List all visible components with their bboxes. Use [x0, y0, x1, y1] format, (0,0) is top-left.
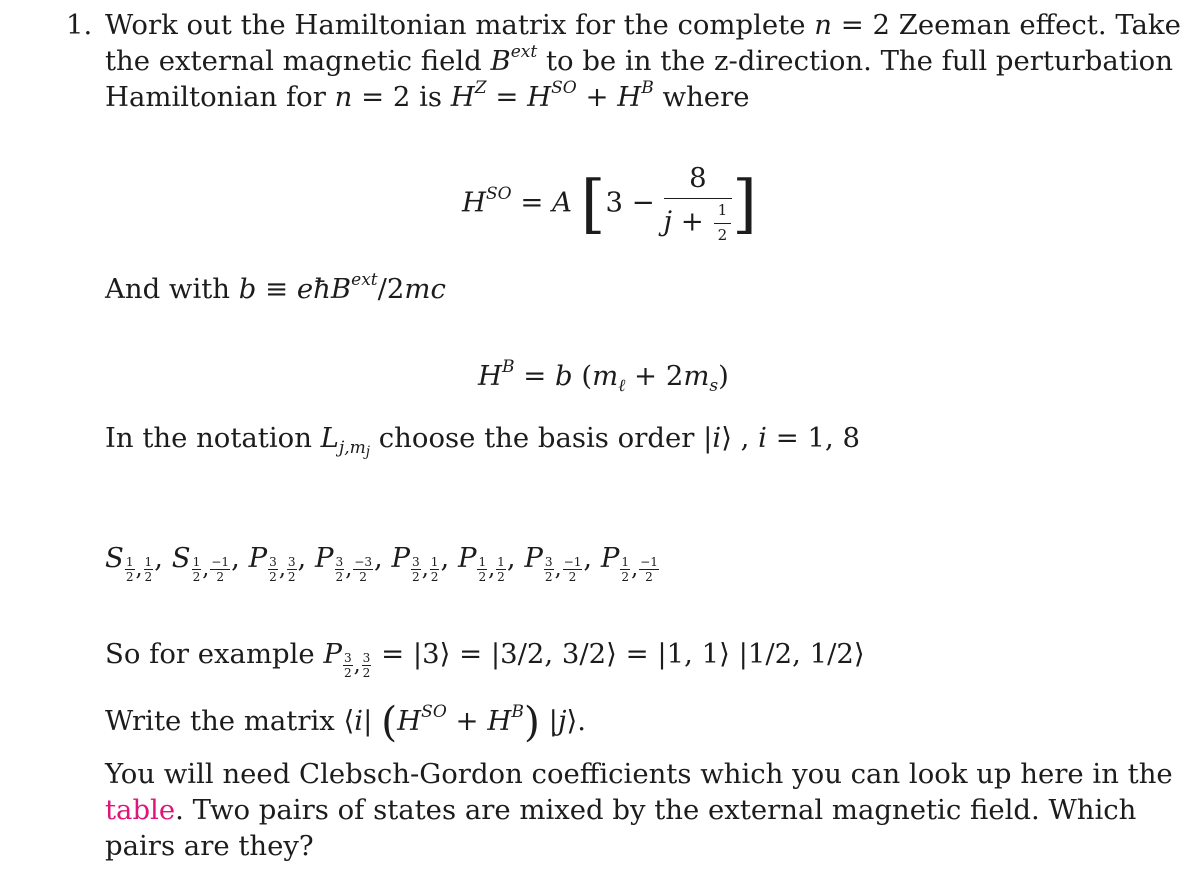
- closing-line-2: [105, 794, 1137, 826]
- problem-number: 1.: [66, 9, 93, 41]
- b-definition: And with b ≡ eħB$^{ext}$/2mc: [105, 270, 446, 305]
- table-link[interactable]: table: [105, 794, 176, 826]
- write-matrix-sentence: Write the matrix ⟨i| $(H^{SO} + H^B)$ |j⟩.: [105, 698, 586, 746]
- closing-line-2-rest: . Two pairs of states are mixed by the external magnetic field. Which: [175, 794, 1137, 826]
- notation-sentence: In the notation $L_{j,m_j}$ choose the basis order |i⟩ , i = 1, 8: [105, 422, 860, 461]
- basis-states: S $\frac{1}{2}$ , $\frac{1}{2}$ , S $\frac{1}{2}$ , $\frac{-1}{2}$ , P $\frac{3}{2}$ , $\frac{3}{2}$ , P $\frac{3}{2}$ , $\frac{-3}{2}$ , P $\frac{3}{2}$ , $\frac{1}{2}$ , P $\frac{1}{2}$ , $\frac{1}{2}$ , P $\frac{3}{2}$ , $\frac{-1}{2}$ , P $\frac{1}{2}$ , $\frac{-1}{2}$: [105, 542, 658, 584]
- magnetic-equation: $H^B = b$ $(m_\ell + 2m_s)$: [478, 357, 729, 396]
- spin-orbit-equation: $H^{SO} = A$ [3 − 8 j + $\frac{1}{2}$ ]: [462, 162, 757, 244]
- example-sentence: So for example P $\frac{3}{2}$ , $\frac{3}{2}$ = |3⟩ = |3/2, 3/2⟩ = |1, 1⟩ |1/2, 1/2⟩: [105, 638, 865, 680]
- intro-line-3: Hamiltonian for n = 2 is $H^Z = H^{SO} + H^B$ where: [105, 78, 750, 113]
- intro-line-2: the external magnetic field $B^{ext}$ to be in the z-direction. The full perturbation: [105, 42, 1173, 77]
- closing-line-3: pairs are they?: [105, 830, 314, 862]
- intro-line-1: Work out the Hamiltonian matrix for the complete n = 2 Zeeman effect. Take: [105, 9, 1181, 41]
- closing-line-1: You will need Clebsch-Gordon coefficients which you can look up here in the: [105, 758, 1173, 790]
